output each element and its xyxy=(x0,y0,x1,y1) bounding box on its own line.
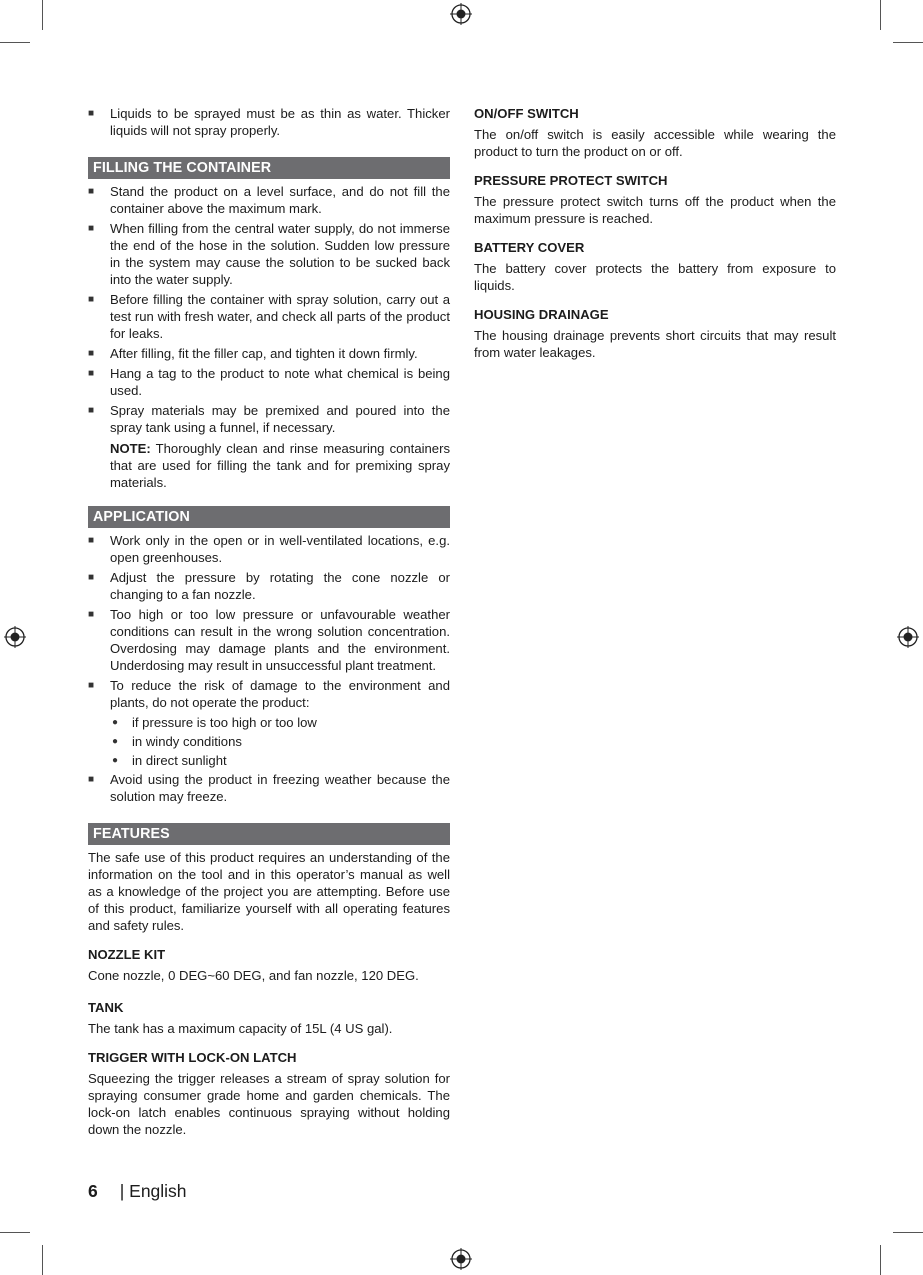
feature-text: Cone nozzle, 0 DEG~60 DEG, and fan nozzle, 120 DEG. xyxy=(88,968,419,983)
dot-bullet-icon: ● xyxy=(112,736,119,747)
list-item: ■ Liquids to be sprayed must be as thin as water. Thicker liquids will not spray properly. xyxy=(88,106,450,138)
square-bullet-icon: ■ xyxy=(88,223,95,234)
square-bullet-icon: ■ xyxy=(88,368,95,379)
sub-list-item: ● in direct sunlight xyxy=(112,753,227,768)
feature-text: The pressure protect switch turns off the product when the maximum pressure is reached. xyxy=(474,194,836,226)
square-bullet-icon: ■ xyxy=(88,294,95,305)
section-heading-features: FEATURES xyxy=(88,823,450,845)
feature-text: The battery cover protects the battery from exposure to liquids. xyxy=(474,261,836,293)
registration-mark-icon xyxy=(450,3,472,25)
feature-text: Squeezing the trigger releases a stream of spray solution for spraying consumer grade home and garden chemicals. The lock-on latch enables continuous spraying without holding down the nozzle. xyxy=(88,1071,450,1137)
feature-title: PRESSURE PROTECT SWITCH xyxy=(474,173,668,188)
list-item: ■ Work only in the open or in well-ventilated locations, e.g. open greenhouses. xyxy=(88,533,450,565)
dot-bullet-icon: ● xyxy=(112,717,119,728)
list-item: ■ To reduce the risk of damage to the environment and plants, do not operate the product: xyxy=(88,678,450,710)
list-item: ■ Too high or too low pressure or unfavourable weather conditions can result in the wrong solution concentration. Overdosing may damage plants and the environment. Underdosing may result in unsuccessful plant treatment. xyxy=(88,607,450,673)
list-item: ■ Stand the product on a level surface, and do not fill the container above the maximum mark. xyxy=(88,184,450,216)
list-item: ■ Adjust the pressure by rotating the cone nozzle or changing to a fan nozzle. xyxy=(88,570,450,602)
square-bullet-icon: ■ xyxy=(88,680,95,691)
registration-mark-icon xyxy=(4,626,26,648)
note-text: Thoroughly clean and rinse measuring containers that are used for filling the tank and for premixing spray materials. xyxy=(110,441,450,490)
feature-text: The on/off switch is easily accessible while wearing the product to turn the product on or off. xyxy=(474,127,836,159)
crop-mark xyxy=(893,1232,923,1233)
feature-text: The housing drainage prevents short circuits that may result from water leakages. xyxy=(474,328,836,360)
page-footer xyxy=(88,1181,187,1202)
square-bullet-icon: ■ xyxy=(88,405,95,416)
square-bullet-icon: ■ xyxy=(88,186,95,197)
crop-mark xyxy=(0,1232,30,1233)
crop-mark xyxy=(880,1245,881,1275)
left-column xyxy=(88,105,450,1138)
footer-language: | English xyxy=(119,1181,187,1201)
list-item: ■ Spray materials may be premixed and poured into the spray tank using a funnel, if necessary. xyxy=(88,403,450,435)
list-item: ■ Avoid using the product in freezing weather because the solution may freeze. xyxy=(88,772,450,804)
feature-text: The tank has a maximum capacity of 15L (4 US gal). xyxy=(88,1021,393,1036)
feature-title: TRIGGER WITH LOCK-ON LATCH xyxy=(88,1050,297,1065)
square-bullet-icon: ■ xyxy=(88,348,95,359)
feature-title: NOZZLE KIT xyxy=(88,947,166,962)
features-intro: The safe use of this product requires an understanding of the information on the tool and in this operator’s manual as well as a knowledge of the project you are attempting. Before use of this product, familiarize yourself with all operating features and safety rules. xyxy=(88,850,450,933)
page-number: 6 xyxy=(88,1181,98,1201)
feature-title: TANK xyxy=(88,1000,124,1015)
square-bullet-icon: ■ xyxy=(88,774,95,785)
section-heading-filling: FILLING THE CONTAINER xyxy=(88,157,450,179)
square-bullet-icon: ■ xyxy=(88,572,95,583)
sub-list-item: ● in windy conditions xyxy=(112,734,242,749)
crop-mark xyxy=(42,0,43,30)
list-item: ■ Before filling the container with spray solution, carry out a test run with fresh water, and check all parts of the product for leaks. xyxy=(88,292,450,341)
feature-title: BATTERY COVER xyxy=(474,240,585,255)
feature-title: ON/OFF SWITCH xyxy=(474,106,579,121)
crop-mark xyxy=(0,42,30,43)
square-bullet-icon: ■ xyxy=(88,108,95,119)
right-column xyxy=(474,105,836,361)
square-bullet-icon: ■ xyxy=(88,535,95,546)
registration-mark-icon xyxy=(897,626,919,648)
section-heading-application: APPLICATION xyxy=(88,506,450,528)
note xyxy=(88,440,450,491)
list-item: ■ After filling, fit the filler cap, and tighten it down firmly. xyxy=(88,346,418,361)
crop-mark xyxy=(880,0,881,30)
sub-list-item: ● if pressure is too high or too low xyxy=(112,715,317,730)
square-bullet-icon: ■ xyxy=(88,609,95,620)
registration-mark-icon xyxy=(450,1248,472,1270)
feature-title: HOUSING DRAINAGE xyxy=(474,307,609,322)
note-label: NOTE: xyxy=(110,441,151,456)
list-item: ■ Hang a tag to the product to note what chemical is being used. xyxy=(88,366,450,398)
crop-mark xyxy=(42,1245,43,1275)
crop-mark xyxy=(893,42,923,43)
list-item: ■ When filling from the central water supply, do not immerse the end of the hose in the solution. Sudden low pressure in the system may cause the solution to be sucked back into the water supply. xyxy=(88,221,450,287)
dot-bullet-icon: ● xyxy=(112,755,119,766)
